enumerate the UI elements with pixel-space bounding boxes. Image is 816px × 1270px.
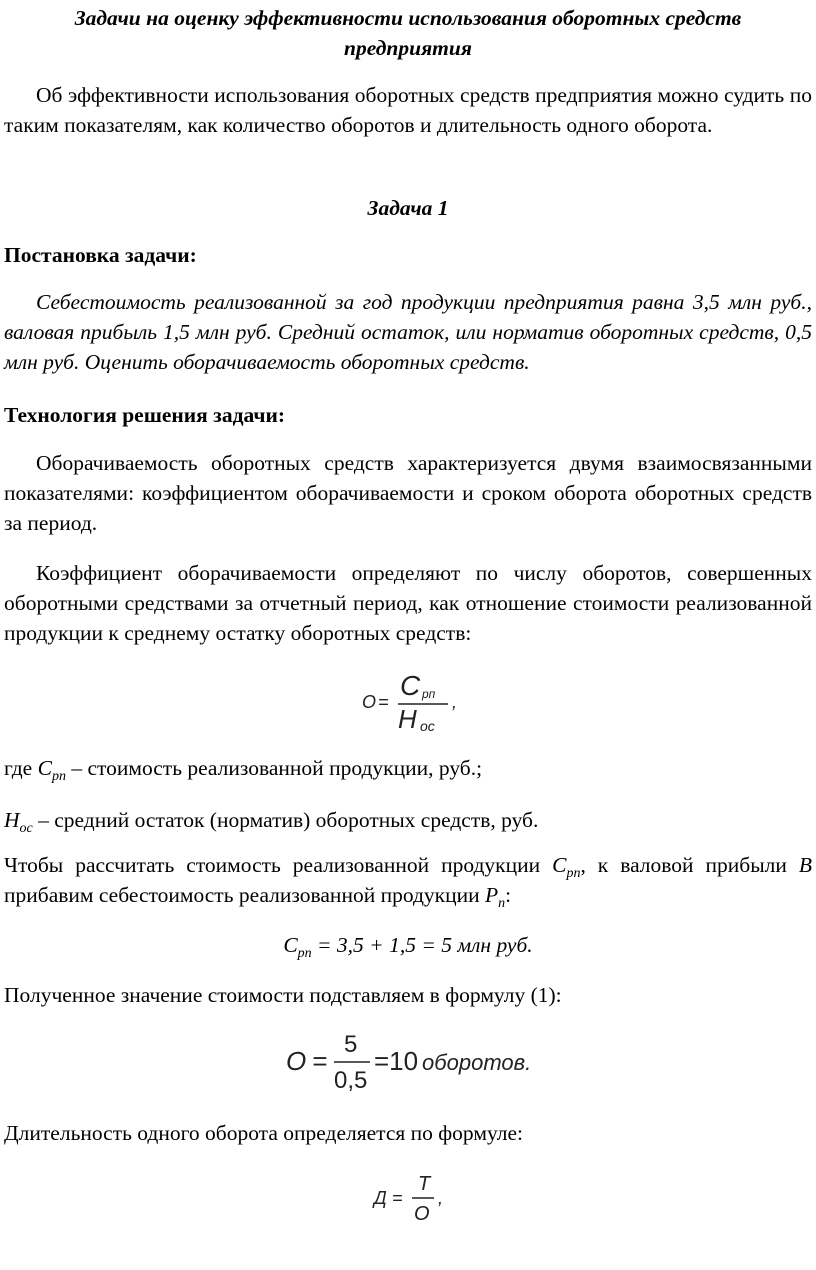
formula1-tail: , [452,692,458,712]
definition-crp [4,753,812,783]
paragraph-calc-intro [4,850,812,910]
formula2-lhs: О [286,1046,307,1076]
paragraph-turnover: Оборачиваемость оборотных средств характеризуется двумя взаимосвязанными показателями: коэффициентом оборачиваемости и сроком оборота оборотных средств за период. [4,451,812,535]
para3-text-c: прибавим себестоимость реализованной продукции [4,883,485,907]
def1-symbol: С [37,756,52,780]
paragraph-substitute: Полученное значение стоимости подставляем в формулу (1): [4,983,562,1007]
paragraph-duration: Длительность одного оборота определяется по формуле: [4,1121,524,1145]
para3-symbol-crp: С [552,853,567,877]
para3-text-a: Чтобы рассчитать стоимость реализованной продукции [4,853,553,877]
formula1-eq: = [378,692,389,712]
def1-subscript: рп [51,769,66,784]
formula2-num: 5 [344,1031,358,1058]
calc1-text: = 3,5 + 1,5 = 5 млн руб. [311,933,533,957]
formula2-eq2: =10 [374,1046,419,1076]
para3-text-d: : [505,883,512,907]
para3-symbol-b: В [798,853,813,877]
def2-symbol: Н [4,808,20,832]
calc1-subscript: рп [297,946,312,961]
formula1-den-sub: ос [420,718,435,734]
def2-text: – средний остаток (норматив) оборотных средств, руб. [32,808,539,832]
def2-subscript: ос [19,821,33,836]
document-title [4,3,812,63]
definition-hos [4,805,812,835]
intro-paragraph: Об эффективности использования оборотных средств предприятия можно судить по таким показателям, как количество оборотов и длительность одного оборота. [4,83,812,137]
formula1-lhs: О [362,692,377,712]
paragraph-coefficient: Коэффициент оборачиваемости определяют по числу оборотов, совершенных оборотными средствами за отчетный период, как отношение стоимости реализованной продукции к среднему остатку оборотных средств: [4,561,812,645]
formula2-den: 0,5 [334,1067,368,1094]
formula3-eq: = [392,1188,403,1208]
task-title: Задача 1 [367,196,449,220]
calc1-symbol: С [283,933,298,957]
formula3-lhs: Д [374,1188,387,1208]
formula2-unit: оборотов. [422,1050,532,1075]
formula-turnover-ratio [360,668,470,738]
para3-text-b: , к валовой прибыли [580,853,799,877]
solution-heading: Технология решения задачи: [4,403,286,427]
def1-prefix: где [4,756,38,780]
formula-turnover-calc [282,1028,542,1098]
formula2-eq: = [312,1046,328,1076]
statement-paragraph: Себестоимость реализованной за год продукции предприятия равна 3,5 млн руб., валовая прибыль 1,5 млн руб. Средний остаток, или норматив оборотных средств, 0,5 млн руб. Оценить оборачиваемость оборотных средств. [4,290,812,374]
para3-sub-rp: п [498,896,506,911]
statement-heading: Постановка задачи: [4,243,197,267]
formula3-num: Т [418,1173,431,1195]
calculation-crp [4,930,812,960]
formula1-num: С [400,670,421,701]
formula3-den: О [414,1203,430,1225]
para3-symbol-rp: Р [485,883,499,907]
def1-text: – стоимость реализованной продукции, руб.; [65,756,483,780]
formula1-den: Н [398,704,417,734]
title-line-1: Задачи на оценку эффективности использования оборотных средств [74,6,742,30]
formula1-num-sub: рп [422,687,436,701]
para3-sub-crp: рп [566,866,581,881]
formula3-tail: , [438,1188,444,1208]
title-line-2: предприятия [344,36,472,60]
formula-duration [372,1170,452,1240]
